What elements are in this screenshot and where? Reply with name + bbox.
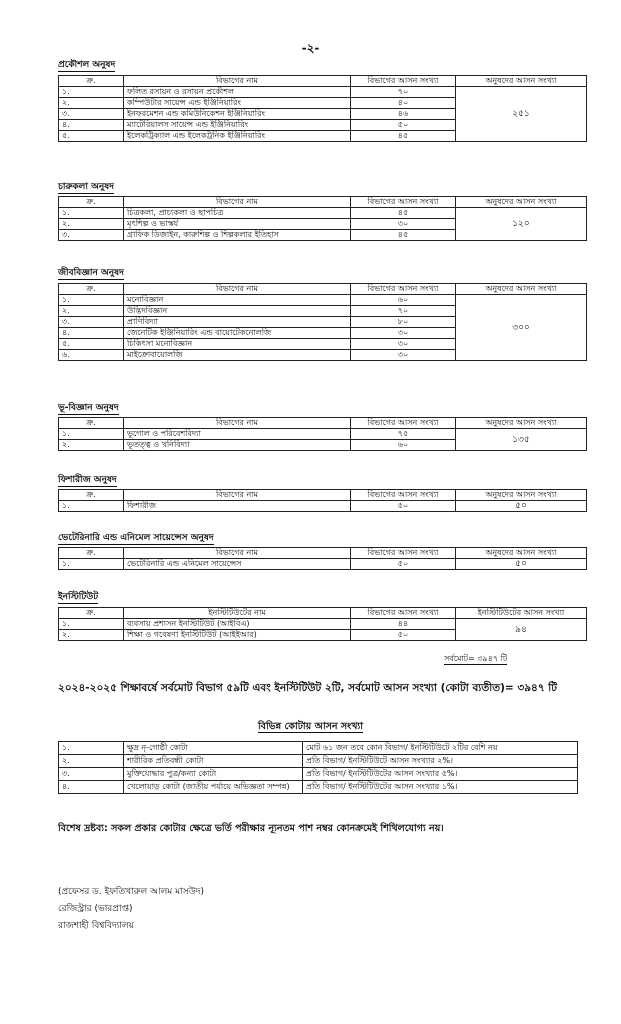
row-seats: ৭০ <box>351 87 456 98</box>
row-seats: ৫০ <box>351 559 456 570</box>
row-serial: ৫. <box>59 339 124 350</box>
faculty-total: ৫০ <box>456 501 587 512</box>
header-institute-seats: ইনস্টিটিউটের আসন সংখ্যা <box>456 608 587 619</box>
header-department: বিভাগের নাম <box>124 284 351 295</box>
header-department: বিভাগের নাম <box>124 418 351 429</box>
table-header-row <box>59 284 587 295</box>
table-fisheries <box>58 489 587 512</box>
row-serial: ৩. <box>59 109 124 120</box>
row-seats: ৩০ <box>351 328 456 339</box>
table-header-row <box>59 197 587 208</box>
row-seats: ৪৬ <box>351 109 456 120</box>
header-department: বিভাগের নাম <box>124 548 351 559</box>
header-serial: ক্র. <box>59 490 124 501</box>
quota-serial: ১. <box>59 742 124 755</box>
quota-name: ক্ষুদ্র নৃ-গোষ্ঠী কোটা <box>124 742 303 755</box>
row-seats: ৩০ <box>351 350 456 361</box>
header-faculty-seats: অনুষদের আসন সংখ্যা <box>456 418 587 429</box>
row-seats: ৫০ <box>351 501 456 512</box>
row-serial: ১. <box>59 208 124 219</box>
row-department: ইলেকট্রিক্যাল এন্ড ইলেকট্রনিক ইঞ্জিনিয়ারিং <box>124 131 351 142</box>
table-header-row <box>59 76 587 87</box>
quota-serial: ২. <box>59 755 124 768</box>
quota-name: খেলোয়াড় কোটা (জাতীয় পর্যায়ে অভিজ্ঞতা সম্পন্ন) <box>124 781 303 794</box>
row-institute: শিক্ষা ও গবেষণা ইনস্টিটিউট (আইইআর) <box>124 630 351 641</box>
signatory-institution: রাজশাহী বিশ্ববিদ্যালয় <box>58 921 134 931</box>
table-row <box>59 781 578 794</box>
header-department: বিভাগের নাম <box>124 197 351 208</box>
header-seats: বিভাগের আসন সংখ্যা <box>351 490 456 501</box>
row-department: ম্যাটেরিয়ালস সায়েন্স এন্ড ইঞ্জিনিয়ারিং <box>124 120 351 131</box>
quota-serial: ৩. <box>59 768 124 781</box>
row-seats: ৪০ <box>351 98 456 109</box>
row-department: ভূগোল ও পরিবেশবিদ্যা <box>124 429 351 440</box>
faculty-total: ১২০ <box>456 208 587 241</box>
table-row <box>59 619 587 630</box>
header-serial: ক্র. <box>59 418 124 429</box>
table-row <box>59 559 587 570</box>
row-serial: ১. <box>59 559 124 570</box>
header-seats: বিভাগের আসন সংখ্যা <box>351 418 456 429</box>
row-serial: ৬. <box>59 350 124 361</box>
section-title-veterinary: ভেটেরিনারি এন্ড এনিমেল সায়েন্সেস অনুষদ <box>58 533 214 543</box>
quota-detail: মোট ৬১ জন তবে কোন বিভাগ/ ইনস্টিটিউটে ২টির বেশি নয় <box>303 742 578 755</box>
row-department: মনোবিজ্ঞান <box>124 295 351 306</box>
row-serial: ২. <box>59 219 124 230</box>
row-serial: ৩. <box>59 317 124 328</box>
row-serial: ২. <box>59 98 124 109</box>
row-department: জেনেটিক ইঞ্জিনিয়ারিং এন্ড বায়োটেকনোলজি <box>124 328 351 339</box>
row-seats: ৬০ <box>351 440 456 451</box>
table-veterinary <box>58 547 587 570</box>
header-department: বিভাগের নাম <box>124 76 351 87</box>
section-title-engineering: প্রকৌশল অনুষদ <box>58 60 116 70</box>
quota-detail: প্রতি বিভাগ/ ইনস্টিটিউটের আসন সংখ্যার ১%। <box>303 781 578 794</box>
header-department: বিভাগের নাম <box>124 490 351 501</box>
row-department: ফিশারীজ <box>124 501 351 512</box>
row-department: ফলিত রসায়ন ও রসায়ন প্রকৌশল <box>124 87 351 98</box>
header-serial: ক্র. <box>59 548 124 559</box>
header-serial: ক্র. <box>59 76 124 87</box>
table-row <box>59 768 578 781</box>
row-institute: ব্যবসায় প্রশাসন ইনস্টিটিউট (আইবিএ) <box>124 619 351 630</box>
row-serial: ১. <box>59 619 124 630</box>
row-department: প্রাণিবিদ্যা <box>124 317 351 328</box>
header-serial: ক্র. <box>59 197 124 208</box>
header-seats: বিভাগের আসন সংখ্যা <box>351 608 456 619</box>
table-life-sciences <box>58 283 587 361</box>
faculty-total: ১৩৫ <box>456 429 587 451</box>
section-title-life-sciences: জীববিজ্ঞান অনুষদ <box>58 268 124 278</box>
header-serial: ক্র. <box>59 284 124 295</box>
row-seats: ৫০ <box>351 630 456 641</box>
header-serial: ক্র. <box>59 608 124 619</box>
row-department: চিত্রকলা, প্রাচ্যকলা ও ছাপচিত্র <box>124 208 351 219</box>
table-row <box>59 755 578 768</box>
header-faculty-seats: অনুষদের আসন সংখ্যা <box>456 284 587 295</box>
table-earth-sciences <box>58 417 587 451</box>
row-department: মাইক্রোবায়োলজি <box>124 350 351 361</box>
row-serial: ১. <box>59 501 124 512</box>
row-seats: ৩০ <box>351 219 456 230</box>
table-header-row <box>59 418 587 429</box>
row-department: কম্পিউটার সায়েন্স এন্ড ইঞ্জিনিয়ারিং <box>124 98 351 109</box>
row-seats: ৪৫ <box>351 230 456 241</box>
summary-statement: ২০২৪-২০২৫ শিক্ষাবর্ষে সর্বমোট বিভাগ ৫৯টি এবং ইনস্টিটিউট ২টি, সর্বমোট আসন সংখ্যা (কোটা ব্যতীত)= ৩৯৪৭ টি <box>58 682 558 694</box>
header-seats: বিভাগের আসন সংখ্যা <box>351 548 456 559</box>
table-row <box>59 742 578 755</box>
header-seats: বিভাগের আসন সংখ্যা <box>351 284 456 295</box>
table-row <box>59 501 587 512</box>
row-serial: ২. <box>59 630 124 641</box>
signatory-name: (প্রফেসর ড. ইফতিখারুল আলম মাসউদ) <box>58 887 204 897</box>
quota-name: শারীরিক প্রতিবন্ধী কোটা <box>124 755 303 768</box>
row-serial: ১. <box>59 87 124 98</box>
header-seats: বিভাগের আসন সংখ্যা <box>351 76 456 87</box>
table-fine-arts <box>58 196 587 241</box>
row-department: ইনফরমেশন এন্ড কমিউনিকেশন ইঞ্জিনিয়ারিং <box>124 109 351 120</box>
row-seats: ৮০ <box>351 317 456 328</box>
signatory-designation: রেজিস্ট্রার (ভারপ্রাপ্ত) <box>58 904 133 914</box>
row-serial: ২. <box>59 440 124 451</box>
row-seats: ৬০ <box>351 295 456 306</box>
quota-section <box>0 714 621 733</box>
institute-total: ৯৪ <box>456 619 587 641</box>
table-row <box>59 429 587 440</box>
quota-name: মুক্তিযোদ্ধার পুত্র/কন্যা কোটা <box>124 768 303 781</box>
faculty-total: ৩০০ <box>456 295 587 361</box>
quota-title: বিভিন্ন কোটায় আসন সংখ্যা <box>257 721 364 732</box>
row-seats: ৪৫ <box>351 208 456 219</box>
table-quota <box>58 741 578 794</box>
section-title-earth-sciences: ভূ-বিজ্ঞান অনুষদ <box>58 403 119 413</box>
row-seats: ৪৫ <box>351 131 456 142</box>
row-department: ভূতত্ত্ব ও খনিবিদ্যা <box>124 440 351 451</box>
faculty-total: ৫০ <box>456 559 587 570</box>
row-department: মৃৎশিল্প ও ভাস্কর্য <box>124 219 351 230</box>
quota-serial: ৪. <box>59 781 124 794</box>
table-engineering <box>58 75 587 142</box>
section-title-fisheries: ফিশারীজ অনুষদ <box>58 475 117 485</box>
table-row <box>59 87 587 98</box>
row-serial: ২. <box>59 306 124 317</box>
row-seats: ৩০ <box>351 339 456 350</box>
row-department: ভেটেরিনারি এন্ড এনিমেল সায়েন্সেস <box>124 559 351 570</box>
table-header-row <box>59 490 587 501</box>
row-serial: ৪. <box>59 328 124 339</box>
header-faculty-seats: অনুষদের আসন সংখ্যা <box>456 76 587 87</box>
row-serial: ১. <box>59 429 124 440</box>
row-seats: ৭০ <box>351 306 456 317</box>
row-department: উদ্ভিদবিজ্ঞান <box>124 306 351 317</box>
row-seats: ৫০ <box>351 120 456 131</box>
row-seats: ৭৫ <box>351 429 456 440</box>
grand-total: সর্বমোট= ৩৯৪৭ টি <box>444 654 508 663</box>
special-note: বিশেষ দ্রষ্টব্য: সকল প্রকার কোটার ক্ষেত্রে ভর্তি পরীক্ষার ন্যূনতম পাশ নম্বর কোনক্রমেই শিথিলযোগ্য নয়। <box>58 823 444 834</box>
quota-detail: প্রতি বিভাগ/ ইনস্টিটিউটে আসন সংখ্যার ২%। <box>303 755 578 768</box>
page-number: -২- <box>301 41 320 55</box>
header-seats: বিভাগের আসন সংখ্যা <box>351 197 456 208</box>
row-serial: ৪. <box>59 120 124 131</box>
row-seats: ৪৪ <box>351 619 456 630</box>
table-header-row <box>59 548 587 559</box>
row-serial: ৫. <box>59 131 124 142</box>
faculty-total: ২৫১ <box>456 87 587 142</box>
quota-detail: প্রতি বিভাগ/ ইনস্টিটিউটের আসন সংখ্যার ৫%। <box>303 768 578 781</box>
header-faculty-seats: অনুষদের আসন সংখ্যা <box>456 490 587 501</box>
row-serial: ১. <box>59 295 124 306</box>
table-row <box>59 295 587 306</box>
section-title-institutes: ইনস্টিটিউট <box>58 592 99 602</box>
table-institutes <box>58 607 587 641</box>
header-faculty-seats: অনুষদের আসন সংখ্যা <box>456 548 587 559</box>
section-title-fine-arts: চারুকলা অনুষদ <box>58 182 114 192</box>
row-serial: ৩. <box>59 230 124 241</box>
header-faculty-seats: অনুষদের আসন সংখ্যা <box>456 197 587 208</box>
table-row <box>59 208 587 219</box>
row-department: চিকিৎসা মনোবিজ্ঞান <box>124 339 351 350</box>
header-institute-name: ইনস্টিটিউটের নাম <box>124 608 351 619</box>
row-department: গ্রাফিক ডিজাইন, কারুশিল্প ও শিল্পকলার ইতিহাস <box>124 230 351 241</box>
table-header-row <box>59 608 587 619</box>
